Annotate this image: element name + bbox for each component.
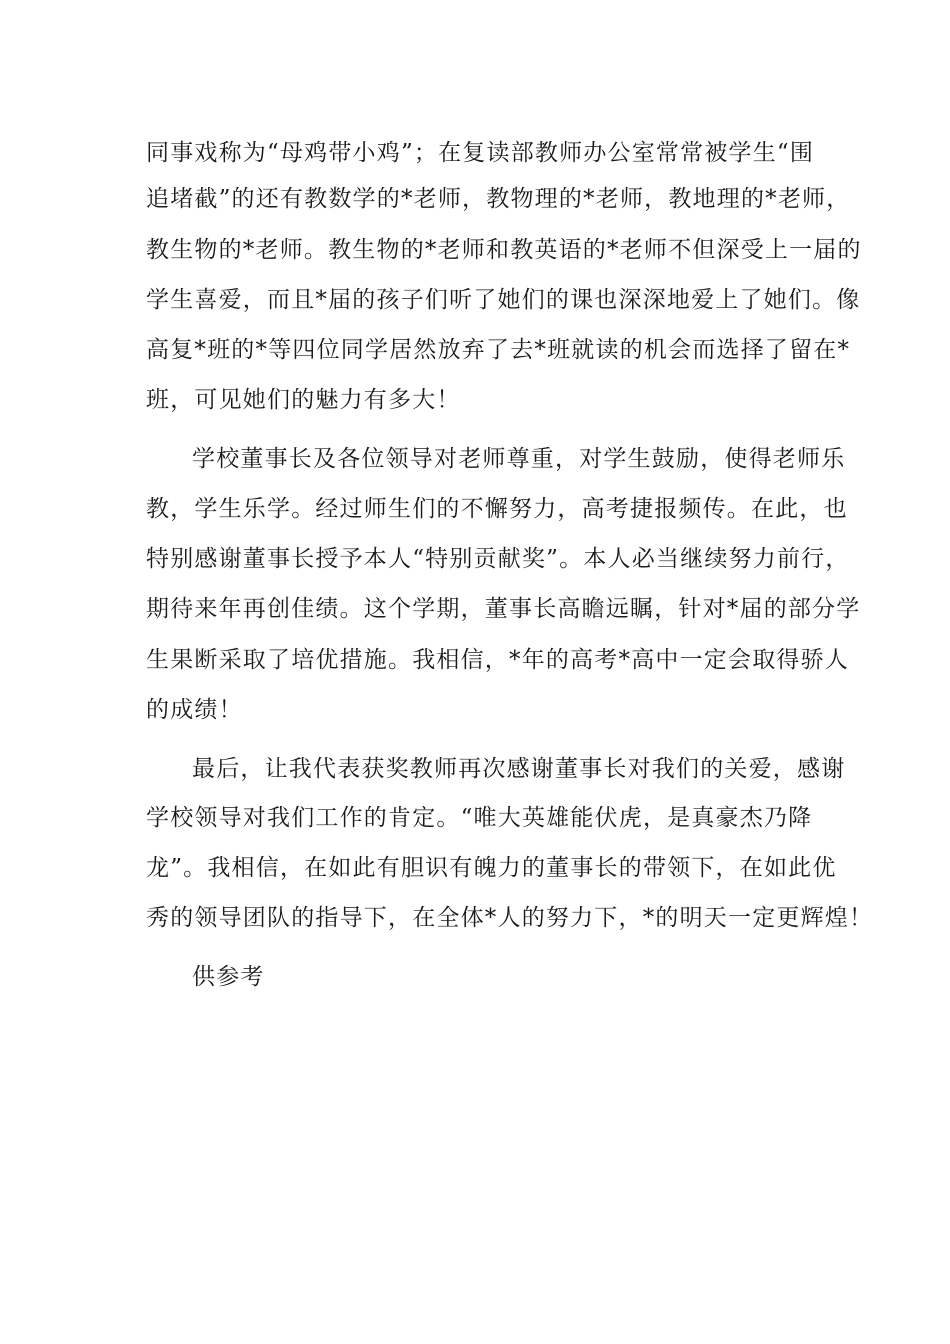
- paragraph-1-line-6: 班，可见她们的魅力有多大！: [146, 387, 461, 413]
- paragraph-1-line-4: 学生喜爱，而且*届的孩子们听了她们的课也深深地爱上了她们。像: [146, 287, 861, 313]
- closing-note: 供参考: [192, 964, 265, 990]
- paragraph-2-line-4: 期待来年再创佳绩。这个学期，董事长高瞻远瞩，针对*届的部分学: [146, 596, 861, 622]
- paragraph-2-line-6: 的成绩！: [146, 697, 243, 723]
- paragraph-1-line-2: 追堵截”的还有教数学的*老师，教物理的*老师，教地理的*老师，: [146, 186, 851, 212]
- paragraph-2-line-1: 学校董事长及各位领导对老师尊重，对学生鼓励，使得老师乐: [192, 446, 846, 472]
- paragraph-3-line-1: 最后，让我代表获奖教师再次感谢董事长对我们的关爱，感谢: [192, 756, 846, 782]
- paragraph-3-line-2: 学校领导对我们工作的肯定。“唯大英雄能伏虎，是真豪杰乃降: [146, 805, 813, 831]
- paragraph-3-line-4: 秀的领导团队的指导下，在全体*人的努力下，*的明天一定更辉煌！: [146, 905, 874, 931]
- paragraph-3-line-3: 龙”。我相信，在如此有胆识有魄力的董事长的带领下，在如此优: [146, 855, 837, 881]
- paragraph-1-line-1: 同事戏称为“母鸡带小鸡”；在复读部教师办公室常常被学生“围: [146, 140, 815, 166]
- paragraph-2-line-5: 生果断采取了培优措施。我相信，*年的高考*高中一定会取得骄人: [146, 647, 849, 673]
- paragraph-2-line-3: 特别感谢董事长授予本人“特别贡献奖”。本人必当继续努力前行，: [146, 546, 850, 572]
- paragraph-1-line-3: 教生物的*老师。教生物的*老师和教英语的*老师不但深受上一届的: [146, 237, 862, 263]
- paragraph-1-line-5: 高复*班的*等四位同学居然放弃了去*班就读的机会而选择了留在*: [146, 337, 851, 363]
- paragraph-2-line-2: 教，学生乐学。经过师生们的不懈努力，高考捷报频传。在此，也: [146, 496, 848, 522]
